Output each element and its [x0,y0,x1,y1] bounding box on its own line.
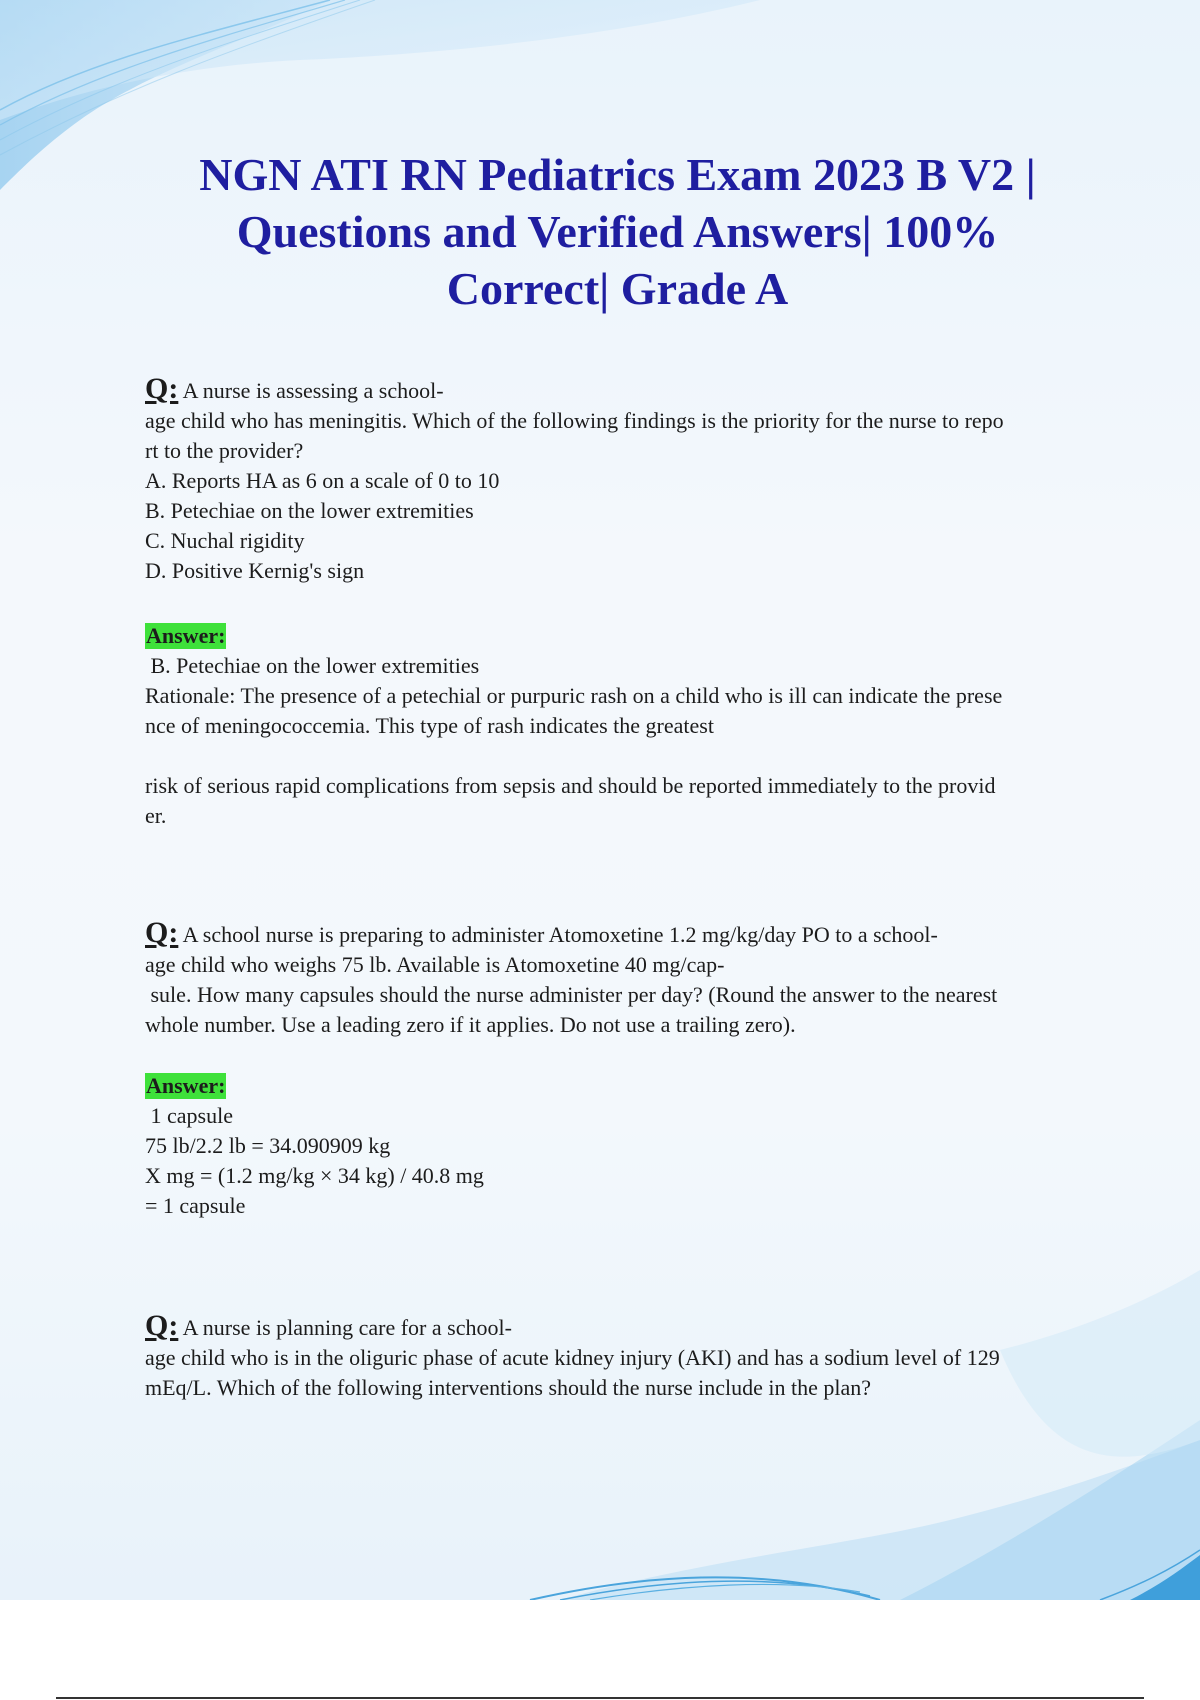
question-1-option-d: D. Positive Kernig's sign [145,558,365,583]
answer-1-line: nce of meningococcemia. This type of rash indicates the greatest [145,713,714,738]
question-2-line: sule. How many capsules should the nurse administer per day? (Round the answer to the nearest [145,982,998,1007]
footer-divider [56,1697,1144,1699]
answer-2-line: 75 lb/2.2 lb = 34.090909 kg [145,1133,391,1158]
question-marker: Q: [145,1309,179,1342]
answer-1-continued [145,771,1105,831]
title-line-1: NGN ATI RN Pediatrics Exam 2023 B V2 | [199,149,1036,200]
answer-2-line: X mg = (1.2 mg/kg × 34 kg) / 40.8 mg [145,1163,484,1188]
answer-1-cont-line: risk of serious rapid complications from sepsis and should be reported immediately to the provid [145,773,996,798]
answer-1 [145,621,1105,741]
answer-2-line: 1 capsule [145,1103,233,1128]
question-2-first-line: A school nurse is preparing to administer Atomoxetine 1.2 mg/kg/day PO to a school- [182,922,938,947]
question-3-first-line: A nurse is planning care for a school- [182,1315,512,1340]
question-3 [145,1311,1105,1403]
question-marker: Q: [145,916,179,949]
answer-1-line: B. Petechiae on the lower extremities [145,653,480,678]
question-2-line: age child who weighs 75 lb. Available is Atomoxetine 40 mg/cap- [145,952,725,977]
question-1-option-b: B. Petechiae on the lower extremities [145,498,474,523]
question-marker: Q: [145,372,179,405]
question-1-option-a: A. Reports HA as 6 on a scale of 0 to 10 [145,468,500,493]
answer-label: Answer: [146,1073,226,1098]
question-1-line: rt to the provider? [145,438,304,463]
question-1-first-line: A nurse is assessing a school- [182,378,444,403]
question-2 [145,918,1105,1040]
title-line-3: Correct| Grade A [446,263,789,314]
answer-1-line: Rationale: The presence of a petechial or purpuric rash on a child who is ill can indicate the prese [145,683,1003,708]
answer-2-line: = 1 capsule [145,1193,246,1218]
question-3-line: age child who is in the oliguric phase of acute kidney injury (AKI) and has a sodium level of 129 [145,1345,1000,1370]
document-title [140,146,1095,317]
answer-label: Answer: [146,623,226,648]
answer-1-cont-line: er. [145,803,167,828]
question-1 [145,374,1105,586]
question-1-line: age child who has meningitis. Which of the following findings is the priority for the nurse to repo [145,408,1004,433]
question-1-option-c: C. Nuchal rigidity [145,528,305,553]
answer-2 [145,1071,1105,1221]
question-2-line: whole number. Use a leading zero if it applies. Do not use a trailing zero). [145,1012,796,1037]
title-line-2: Questions and Verified Answers| 100% [236,206,999,257]
question-3-line: mEq/L. Which of the following interventions should the nurse include in the plan? [145,1375,872,1400]
